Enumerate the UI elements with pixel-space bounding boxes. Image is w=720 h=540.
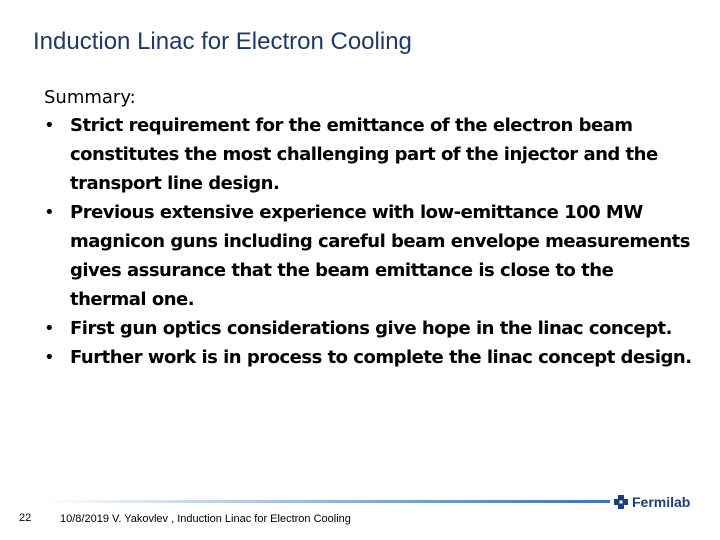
fermilab-logo (614, 492, 690, 512)
summary-label: Summary: (44, 87, 136, 108)
bullet-item (44, 343, 694, 372)
bullet-item (44, 314, 694, 343)
bullet-icon: • (44, 115, 55, 136)
footer-divider (44, 500, 610, 503)
slide-content (44, 85, 694, 372)
bullet-icon: • (44, 318, 55, 339)
bullet-icon: • (44, 202, 55, 223)
bullet-item (44, 111, 694, 198)
fermilab-logo-icon (614, 495, 628, 509)
slide-title: Induction Linac for Electron Cooling (33, 28, 412, 55)
footer-text: 10/8/2019 V. Yakovlev , Induction Linac for Electron Cooling (60, 513, 351, 525)
bullet-icon: • (44, 347, 55, 368)
bullet-text: Further work is in process to complete the linac concept design. (70, 347, 692, 368)
bullet-list (44, 111, 694, 372)
bullet-text: Strict requirement for the emittance of the electron beam constitutes the most challenging part of the injector and the transport line design. (70, 115, 658, 194)
logo-text: Fermilab (632, 494, 691, 510)
page-number: 22 (19, 512, 32, 524)
bullet-item (44, 198, 694, 314)
bullet-text: First gun optics considerations give hope in the linac concept. (70, 318, 672, 339)
bullet-text: Previous extensive experience with low-emittance 100 MW magnicon guns including careful beam envelope measurements gives assurance that the beam emittance is close to the thermal one. (70, 202, 690, 310)
